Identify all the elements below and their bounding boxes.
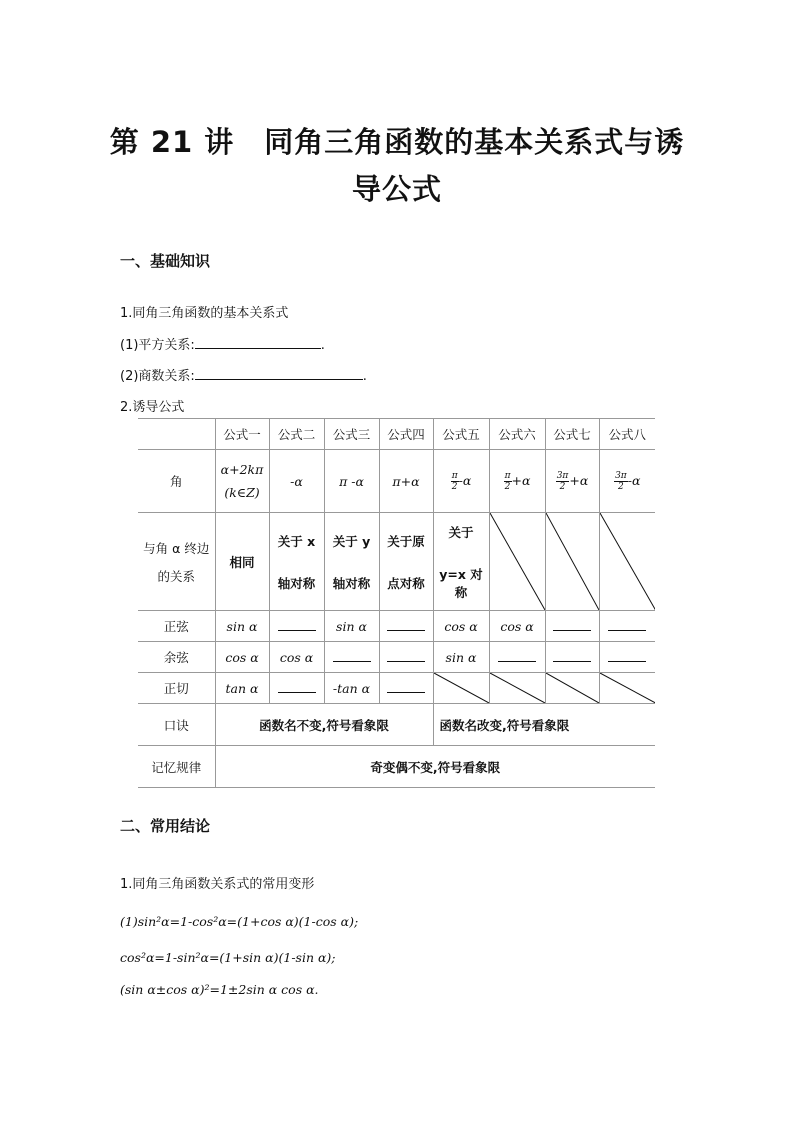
cosine-formula-8-blank [599,642,655,673]
angle-formula-6: $\frac{\pi}{2}$ +α [489,450,545,513]
sine-formula-6: cos α [489,611,545,642]
angle-formula-8: $\frac{3\pi}{2}$ -α [599,450,655,513]
relation-row [138,513,655,611]
square-relation-blank [195,336,321,349]
relation-formula-8-empty [599,513,655,611]
table-header-row [138,419,655,450]
page-title-line1: 第 21 讲 同角三角函数的基本关系式与诱 [109,125,685,159]
cosine-formula-4-blank [379,642,433,673]
cosine-formula-7-blank [545,642,599,673]
cosine-formula-3-blank [324,642,379,673]
cosine-row [138,642,655,673]
tangent-formula-5-empty [433,673,489,704]
tangent-formula-8-empty [599,673,655,704]
section-heading-conclusions: 二、常用结论 [120,817,211,835]
header-formula-4: 公式四 [379,419,433,450]
angle-formula-1 [215,450,269,513]
tangent-formula-3: -tan α [324,673,379,704]
diagonal-slash [600,673,656,703]
period: . [320,338,325,353]
cosine-formula-1: cos α [215,642,269,673]
mnemonic-change-name: 函数名改变,符号看象限 [433,704,655,746]
item-basic-relations: 1.同角三角函数的基本关系式 [120,306,289,321]
cosine-formula-5: sin α [433,642,489,673]
tangent-row [138,673,655,704]
relation-formula-2: 关于 x 轴对称 [269,513,324,611]
fraction: $\frac{3\pi}{2}$ [615,470,627,492]
item-induction-formulas: 2.诱导公式 [120,400,185,415]
diagonal-slash [490,673,545,703]
table-corner [138,419,215,450]
header-formula-1: 公式一 [215,419,269,450]
diagonal-slash [600,513,656,610]
mnemonic-row [138,704,655,746]
mnemonic-same-name: 函数名不变,符号看象限 [215,704,433,746]
memory-rule-row [138,746,655,788]
fraction: $\frac{\pi}{2}$ [451,470,458,492]
angle-formula-5: $\frac{\pi}{2}$ -α [433,450,489,513]
square-relation-label: (1)平方关系: [120,338,195,353]
sine-formula-7-blank [545,611,599,642]
sine-formula-1: sin α [215,611,269,642]
square-relation-line [120,334,325,353]
sine-formula-8-blank [599,611,655,642]
tangent-formula-6-empty [489,673,545,704]
header-formula-3: 公式三 [324,419,379,450]
sine-formula-3: sin α [324,611,379,642]
diagonal-slash [546,673,599,703]
angle-1-main: α+2kπ [220,462,264,477]
tangent-formula-7-empty [545,673,599,704]
diagonal-slash [434,673,489,703]
sine-row-label: 正弦 [138,611,215,642]
quotient-relation-line [120,365,367,384]
header-formula-6: 公式六 [489,419,545,450]
header-formula-2: 公式二 [269,419,324,450]
diagonal-slash [490,513,545,610]
angle-formula-4: π+α [379,450,433,513]
fraction: $\frac{\pi}{2}$ [504,470,511,492]
angle-formula-7: $\frac{3\pi}{2}$ +α [545,450,599,513]
cosine-formula-6-blank [489,642,545,673]
tangent-formula-4-blank [379,673,433,704]
mnemonic-row-label: 口诀 [138,704,215,746]
cosine-formula-2: cos α [269,642,324,673]
tangent-formula-2-blank [269,673,324,704]
section-heading-basics: 一、基础知识 [120,252,211,270]
formula-line-2: cos²α=1-sin²α=(1+sin α)(1-sin α); [120,950,336,965]
page-title-line2: 导公式 [351,172,442,206]
tangent-formula-1: tan α [215,673,269,704]
sine-row [138,611,655,642]
fraction: $\frac{3\pi}{2}$ [556,470,569,492]
relation-formula-4: 关于原 点对称 [379,513,433,611]
relation-formula-1: 相同 [215,513,269,611]
relation-formula-3: 关于 y 轴对称 [324,513,379,611]
relation-row-label: 与角 α 终边 的关系 [138,513,215,611]
relation-formula-7-empty [545,513,599,611]
relation-formula-5: 关于 y=x 对称 [433,513,489,611]
sine-formula-5: cos α [433,611,489,642]
sine-formula-2-blank [269,611,324,642]
induction-formula-table [138,418,655,788]
angle-formula-2: -α [269,450,324,513]
header-formula-8: 公式八 [599,419,655,450]
relation-formula-6-empty [489,513,545,611]
angle-row-label: 角 [138,450,215,513]
period: . [362,369,367,384]
quotient-relation-label: (2)商数关系: [120,369,195,384]
header-formula-7: 公式七 [545,419,599,450]
quotient-relation-blank [195,367,363,380]
memory-rule-label: 记忆规律 [138,746,215,788]
angle-1-condition: (k∈Z) [224,485,260,500]
formula-line-3: (sin α±cos α)²=1±2sin α cos α. [120,982,319,997]
header-formula-5: 公式五 [433,419,489,450]
formula-line-1: (1)sin²α=1-cos²α=(1+cos α)(1-cos α); [120,914,359,929]
diagonal-slash [546,513,599,610]
cosine-row-label: 余弦 [138,642,215,673]
memory-rule-text: 奇变偶不变,符号看象限 [215,746,655,788]
tangent-row-label: 正切 [138,673,215,704]
sine-formula-4-blank [379,611,433,642]
angle-formula-3: π -α [324,450,379,513]
angle-row [138,450,655,513]
item-common-variants: 1.同角三角函数关系式的常用变形 [120,877,315,892]
